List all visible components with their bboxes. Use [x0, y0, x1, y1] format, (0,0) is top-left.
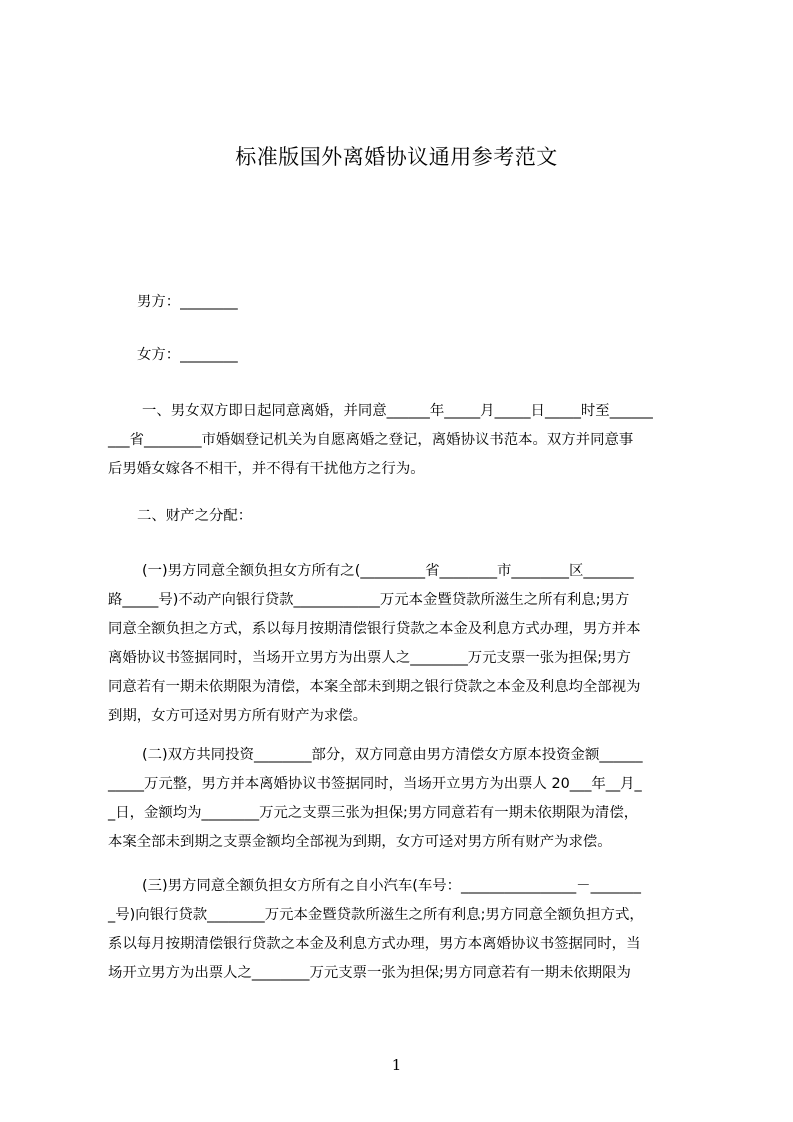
man-line: 男方：________ — [137, 294, 238, 310]
text-line: 路_____号)不动产向银行贷款____________万元本金暨贷款所滋生之所有利息;男方 — [108, 592, 630, 608]
page-number: 1 — [391, 1056, 402, 1074]
text-line: 一、男女双方即日起同意离婚，并同意______年_____月_____日_____时至______ — [142, 403, 653, 419]
text-line: 离婚协议书签据同时，当场开立男方为出票人之________万元支票一张为担保;男方 — [108, 650, 631, 666]
text-line: 系以每月按期清偿银行贷款之本金及利息方式办理，男方本离婚协议书签据同时，当 — [108, 936, 641, 952]
woman-line: 女方：________ — [137, 347, 238, 363]
section-2-heading: 二、财产之分配： — [137, 508, 253, 524]
text-line: (一)男方同意全额负担女方所有之(_________省________市________区_______ — [142, 563, 634, 579]
text-line: (二)双方共同投资________部分，双方同意由男方清偿女方原本投资金额______ — [142, 747, 643, 763]
text-line: 同意全额负担之方式，系以每月按期清偿银行贷款之本金及利息方式办理，男方并本 — [108, 621, 641, 637]
section-1-paragraph — [108, 397, 700, 484]
text-line: ___省________市婚姻登记机关为自愿离婚之登记，离婚协议书范本。双方并同意事 — [108, 432, 634, 448]
text-line: _日，金额均为________万元之支票三张为担保;男方同意若有一期未依期限为清偿， — [108, 805, 639, 821]
item-3-paragraph — [108, 872, 700, 988]
document-title: 标准版国外离婚协议通用参考范文 — [235, 145, 558, 169]
text-line: 同意若有一期未依期限为清偿，本案全部未到期之银行贷款之本金及利息均全部视为 — [108, 679, 641, 695]
text-line: (三)男方同意全额负担女方所有之自小汽车(车号：________________－_______ — [142, 878, 641, 894]
item-1-paragraph — [108, 557, 700, 731]
text-line: 场开立男方为出票人之________万元支票一张为担保;男方同意若有一期未依期限为 — [108, 965, 631, 981]
text-line: _号)向银行贷款________万元本金暨贷款所滋生之所有利息;男方同意全额负担方式， — [108, 907, 644, 923]
text-line: 本案全部未到期之支票金额均全部视为到期，女方可迳对男方所有财产为求偿。 — [108, 834, 612, 850]
text-line: _____万元整，男方并本离婚协议书签据同时，当场开立男方为出票人 20___年__月_ — [108, 776, 642, 792]
item-2-paragraph — [108, 741, 700, 857]
text-line: 后男婚女嫁各不相干，并不得有干扰他方之行为。 — [108, 461, 425, 477]
text-line: 到期，女方可迳对男方所有财产为求偿。 — [108, 708, 368, 724]
